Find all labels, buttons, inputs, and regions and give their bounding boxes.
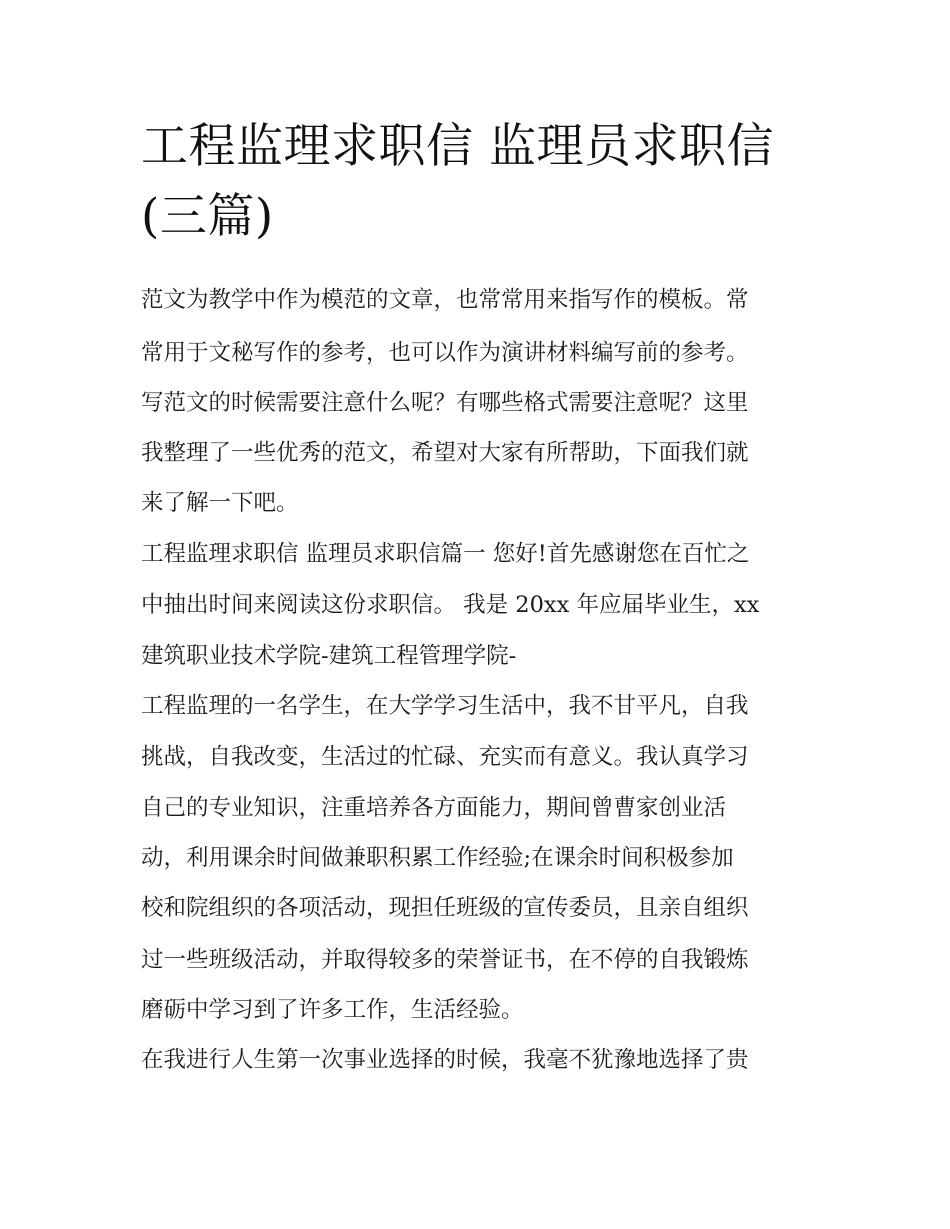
body-line: 中抽出时间来阅读这份求职信。 我是 20xx 年应届毕业生，xx xyxy=(141,592,760,618)
body-line: 挑战，自我改变，生活过的忙碌、充实而有意义。我认真学习 xyxy=(141,744,749,770)
body-line: 来了解一下吧。 xyxy=(141,490,299,516)
title-line-1: 工程监理求职信 监理员求职信 xyxy=(141,119,774,174)
body-line: 动，利用课余时间做兼职积累工作经验;在课余时间积极参加 xyxy=(141,845,734,871)
body-line: 自己的专业知识，注重培养各方面能力，期间曾曹家创业活 xyxy=(141,795,727,821)
body-line: 在我进行人生第一次事业选择的时候，我毫不犹豫地选择了贵 xyxy=(141,1047,749,1073)
body-line: 工程监理的一名学生，在大学学习生活中，我不甘平凡，自我 xyxy=(141,693,749,719)
body-line: 工程监理求职信 监理员求职信篇一 您好!首先感谢您在百忙之 xyxy=(141,541,750,567)
body-line: 校和院组织的各项活动，现担任班级的宣传委员，且亲自组织 xyxy=(141,895,749,921)
title-line-2: (三篇) xyxy=(141,189,274,244)
body-line: 过一些班级活动，并取得较多的荣誉证书，在不停的自我锻炼 xyxy=(141,947,749,973)
body-line: 范文为教学中作为模范的文章，也常常用来指写作的模板。常 xyxy=(141,287,749,313)
body-line: 写范文的时候需要注意什么呢？有哪些格式需要注意呢？这里 xyxy=(141,390,749,416)
body-line: 常用于文秘写作的参考，也可以作为演讲材料编写前的参考。 xyxy=(141,340,749,366)
body-line: 建筑职业技术学院-建筑工程管理学院- xyxy=(141,643,517,669)
body-line: 磨砺中学习到了许多工作，生活经验。 xyxy=(141,997,524,1023)
body-line: 我整理了一些优秀的范文，希望对大家有所帮助，下面我们就 xyxy=(141,440,749,466)
document-title xyxy=(141,112,821,252)
